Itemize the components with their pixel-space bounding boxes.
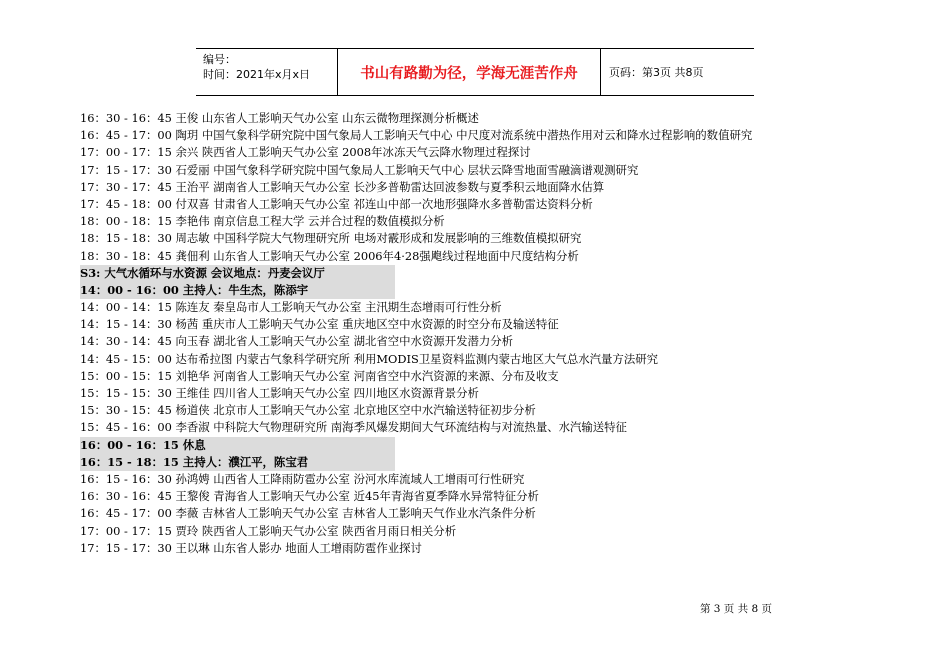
schedule-row: 17：00 - 17：15 贾玲 陕西省人工影响天气办公室 陕西省月雨日相关分析 [80,523,457,538]
schedule-row: 16：15 - 16：30 孙鸿娉 山西省人工降雨防雹办公室 汾河水库流域人工增雨可行性研究 [80,471,525,486]
schedule-row: 17：15 - 17：30 石爱丽 中国气象科学研究院中国气象局人工影响天气中心 层状云降雪地面雪融滴谱观测研究 [80,162,639,177]
schedule-row: 16：45 - 17：00 陶玥 中国气象科学研究院中国气象局人工影响天气中心 中尺度对流系统中潜热作用对云和降水过程影响的数值研究 [80,128,753,143]
session-heading: 14：00 - 16：00 主持人：牛生杰，陈添宇 [80,282,395,299]
schedule-row: 17：45 - 18：00 付双喜 甘肃省人工影响天气办公室 祁连山中部一次地形强降水多普勒雷达资料分析 [80,196,593,211]
schedule-list [80,110,880,557]
code-label: 编号： [203,53,236,66]
schedule-row: 16：30 - 16：45 王黎俊 青海省人工影响天气办公室 近45年青海省夏季降水异常特征分析 [80,489,539,504]
schedule-row: 16：30 - 16：45 王俊 山东省人工影响天气办公室 山东云微物理探测分析概述 [80,111,479,125]
schedule-row: 14：30 - 14：45 向玉春 湖北省人工影响天气办公室 湖北省空中水资源开发潜力分析 [80,334,514,349]
schedule-row: 15：00 - 15：15 刘艳华 河南省人工影响天气办公室 河南省空中水汽资源的来源、分布及收支 [80,368,559,383]
schedule-row: 15：45 - 16：00 李香淑 中科院大气物理研究所 南海季风爆发期间大气环流结构与对流热量、水汽输送特征 [80,420,627,435]
page-header [196,48,754,96]
page-footer: 第 3 页 共 8 页 [699,603,772,615]
schedule-row: 18：00 - 18：15 李艳伟 南京信息工程大学 云并合过程的数值模拟分析 [80,214,445,229]
schedule-row: 14：00 - 14：15 陈连友 秦皇岛市人工影响天气办公室 主汛期生态增雨可行性分析 [80,300,502,315]
schedule-row: 15：15 - 15：30 王维佳 四川省人工影响天气办公室 四川地区水资源背景分析 [80,386,479,400]
session-heading: 16：15 - 18：15 主持人：濮江平，陈宝君 [80,454,395,471]
motto-text: 书山有路勤为径，学海无涯苦作舟 [338,49,601,95]
session-heading: 16：00 - 16：15 休息 [80,437,395,454]
schedule-row: 17：15 - 17：30 王以琳 山东省人影办 地面人工增雨防雹作业探讨 [80,540,422,555]
schedule-row: 18：30 - 18：45 龚佃利 山东省人工影响天气办公室 2006年4·28强飑线过程地面中尺度结构分析 [80,248,579,263]
schedule-row: 18：15 - 18：30 周志敏 中国科学院大气物理研究所 电场对霰形成和发展影响的三维数值模拟研究 [80,231,582,246]
schedule-row: 16：45 - 17：00 李薇 吉林省人工影响天气办公室 吉林省人工影响天气作业水汽条件分析 [80,506,536,521]
schedule-row: 17：30 - 17：45 王治平 湖南省人工影响天气办公室 长沙多普勒雷达回波参数与夏季积云地面降水估算 [80,179,605,194]
header-meta [196,49,338,95]
schedule-row: 15：30 - 15：45 杨道侠 北京市人工影响天气办公室 北京地区空中水汽输送特征初步分析 [80,403,536,418]
session-heading: S3: 大气水循环与水资源 会议地点：丹麦会议厅 [80,265,395,282]
schedule-row: 14：45 - 15：00 达布希拉图 内蒙古气象科学研究所 利用MODIS卫星资料监测内蒙古地区大气总水汽量方法研究 [80,351,658,366]
page-label: 页码：第3页 共8页 [609,66,704,79]
time-label: 时间：2021年x月x日 [203,68,311,81]
schedule-row: 14：15 - 14：30 杨茜 重庆市人工影响天气办公室 重庆地区空中水资源的时空分布及输送特征 [80,317,559,332]
schedule-row: 17：00 - 17：15 余兴 陕西省人工影响天气办公室 2008年冰冻天气云降水物理过程探讨 [80,145,531,160]
